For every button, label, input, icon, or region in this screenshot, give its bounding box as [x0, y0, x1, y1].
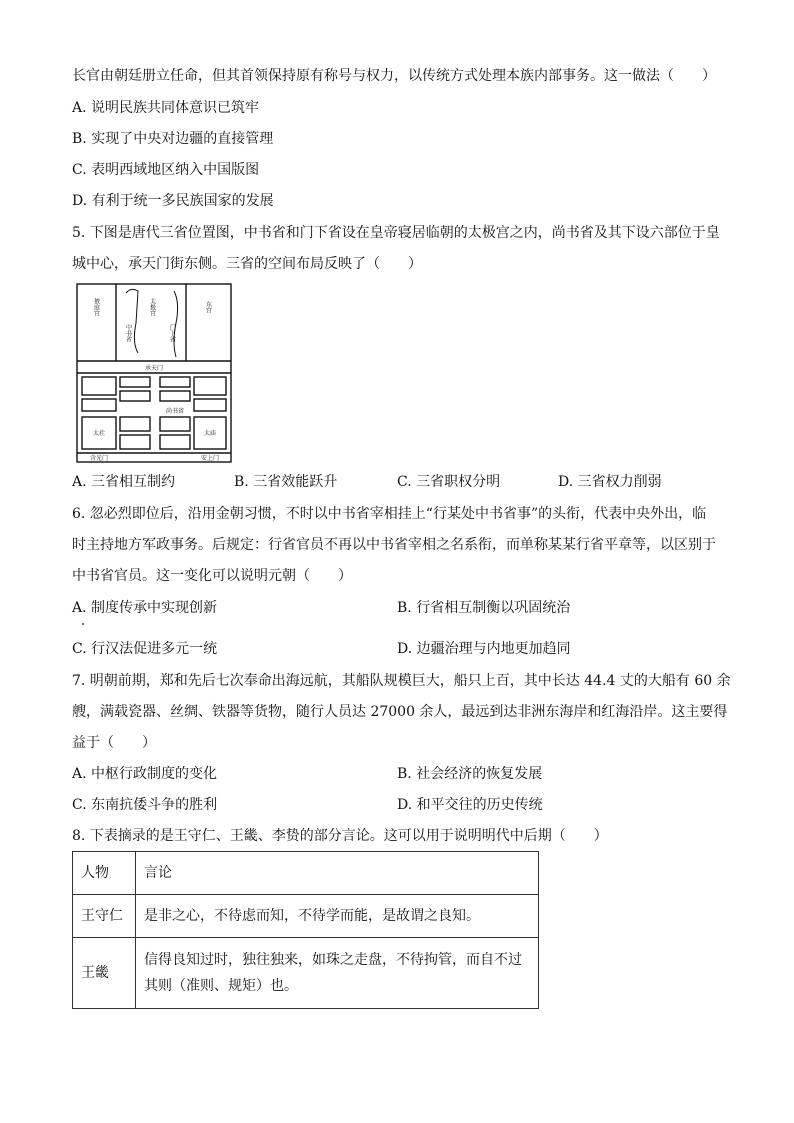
q4-option-c: C. 表明西域地区纳入中国版图	[72, 162, 260, 178]
map-label-left-block: 太社	[92, 430, 106, 437]
q7-option-c: C. 东南抗倭斗争的胜利	[72, 797, 218, 813]
map-label-gate-left: 含光门	[89, 455, 109, 462]
q7-stem-line-2: 艘，满载瓷器、丝绸、铁器等货物，随行人员达 27000 余人，最远到达非洲东海岸和红海沿岸。这主要得	[72, 704, 728, 720]
map-label-menxia: 门下省	[168, 324, 176, 342]
q5-stem-line-1: 5. 下图是唐代三省位置图，中书省和门下省设在皇帝寝居临朝的太极宫之内，尚书省及其下设六部位于皇	[72, 225, 720, 241]
q6-option-c: C. 行汉法促进多元一统	[72, 641, 218, 657]
map-label-gate-right: 安上门	[200, 455, 220, 462]
map-label-chengtian: 承天门	[144, 365, 164, 372]
tang-three-departments-map	[76, 283, 232, 463]
table-row	[73, 895, 539, 938]
table-header-quote: 言论	[136, 852, 539, 895]
q4-stem-tail: 长官由朝廷册立任命，但其首领保持原有称号与权力，以传统方式处理本族内部事务。这一做法（ ）	[72, 68, 716, 84]
table-cell-quote: 是非之心，不待虑而知，不待学而能，是故谓之良知。	[136, 895, 539, 938]
quote-line: 信得良知过时，独往独来，如珠之走盘，不待拘管，而自不过	[144, 952, 522, 968]
q5-option-c: C. 三省职权分明	[397, 474, 501, 490]
q7-option-a: A. 中枢行政制度的变化	[72, 766, 218, 782]
map-label-right-block: 太庙	[203, 430, 217, 437]
q5-stem-line-2: 城中心，承天门街东侧。三省的空间布局反映了（ ）	[72, 256, 422, 272]
map-label-zhongshu: 中书省	[124, 324, 132, 342]
quote-table	[72, 851, 539, 1009]
table-cell-person: 王畿	[73, 938, 136, 1009]
q6-option-a: A. 制度传承中实现创新	[72, 600, 218, 616]
q5-option-d: D. 三省权力削弱	[558, 474, 662, 490]
table-header-row	[73, 852, 539, 895]
q7-option-d: D. 和平交往的历史传统	[397, 797, 543, 813]
q7-stem-line-1: 7. 明朝前期，郑和先后七次奉命出海远航，其船队规模巨大，船只上百，其中长达 44.4 丈的大船有 60 余	[72, 673, 731, 689]
map-label-donggong: 东宫	[204, 301, 212, 313]
map-label-yeting: 掖庭宫	[92, 298, 100, 316]
table-cell-person: 王守仁	[73, 895, 136, 938]
table-cell-quote	[136, 938, 539, 1009]
q5-option-a: A. 三省相互制约	[72, 474, 176, 490]
q6-stem-line-3: 中书省官员。这一变化可以说明元朝（ ）	[72, 568, 352, 584]
table-row	[73, 938, 539, 1009]
map-label-shangshu: 尚书省	[165, 408, 185, 415]
q7-stem-line-3: 益于（ ）	[72, 735, 156, 751]
table-header-person: 人物	[73, 852, 136, 895]
q4-option-a: A. 说明民族共同体意识已筑牢	[72, 100, 260, 116]
q6-option-d: D. 边疆治理与内地更加趋同	[397, 641, 571, 657]
q7-option-b: B. 社会经济的恢复发展	[397, 766, 543, 782]
q5-option-b: B. 三省效能跃升	[234, 474, 338, 490]
q4-option-b: B. 实现了中央对边疆的直接管理	[72, 131, 274, 147]
scan-speck	[82, 623, 84, 625]
q6-option-b: B. 行省相互制衡以巩固统治	[397, 600, 571, 616]
map-label-taiji: 太极宫	[148, 298, 156, 316]
q8-stem: 8. 下表摘录的是王守仁、王畿、李贽的部分言论。这可以用于说明明代中后期（ ）	[72, 828, 608, 844]
quote-line: 其则（准则、规矩）也。	[144, 978, 298, 994]
q4-option-d: D. 有利于统一多民族国家的发展	[72, 193, 274, 209]
q6-stem-line-2: 时主持地方军政事务。后规定：行省官员不再以中书省宰相之名系衔，而单称某某行省平章等，以区别于	[72, 537, 716, 553]
q6-stem-line-1: 6. 忽必烈即位后，沿用金朝习惯，不时以中书省宰相挂上“行某处中书省事”的头衔，代表中央外出，临	[72, 506, 707, 522]
